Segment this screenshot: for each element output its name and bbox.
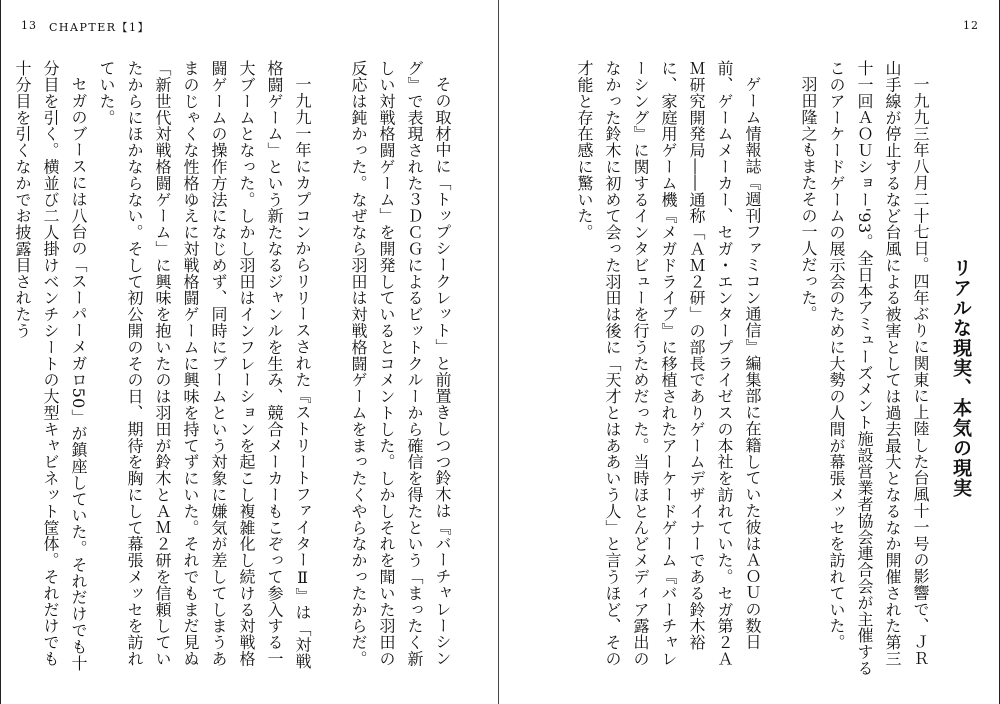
paragraph: セガのブースには八台の「スーパーメガロ50」が鎮座していた。それだけでも十分目を引く。横並び二人掛けベンチシートの大型キャビネット筐体。それだけでも十分目を引くなかでお披露目されたう xyxy=(13,60,88,672)
right-page xyxy=(498,0,1000,704)
left-page xyxy=(0,0,498,704)
paragraph: 一九九三年八月二十七日。四年ぶりに関東に上陸した台風十一号の影響で、ＪＲ山手線が停止するなど台風による被害としては過去最大となるなか開催された第三十一回ＡＯＵショー'93。全日本アミューズメント施設営業者協会連合会が主催するこのアーケードゲームの展示会のために大勢の人間が幕張メッセを訪れていた。 xyxy=(827,60,930,677)
paragraph: その取材中に「トップシークレット」と前置きしつつ鈴木は『バーチャレーシング』で表現された３ＤＣＧによるビットクルーから確信を得たという「まったく新しい対戦格闘ゲーム」を開発しているとコメントした。しかしそれを聞いた羽田の反応は鈍かった。なぜなら羽田は対戦格闘ゲームをまったくやらなかったからだ。 xyxy=(349,60,452,667)
paragraph-break xyxy=(316,60,344,680)
body-text xyxy=(8,60,456,680)
paragraph: 一九九一年にカプコンからリリースされた『ストリートファイターⅡ』は「対戦格闘ゲーム」という新たなるジャンルを生み、競合メーカーもこぞって参入する一大ブームとなった。しかし羽田はインフレーションを起こし複雑化し続ける対戦格闘ゲームの操作方法になじめず、同時にブームという対象に嫌気が差してしまうあまのじゃくな性格ゆえに対戦格闘ゲームに興味を持てずにいた。それでもまだ見ぬ「新世代対戦格闘ゲーム」に興味を抱いたのは羽田が鈴木とＡＭ２研を信頼していたからにほかならない。そして初公開のその日、期待を胸にして幕張メッセを訪れていた。 xyxy=(97,60,312,670)
paragraph: 羽田隆之もまたその一人だった。 xyxy=(799,76,818,322)
page-number: 12 xyxy=(963,19,979,32)
paragraph-break xyxy=(766,60,794,680)
chapter-label: CHAPTER【1】 xyxy=(49,21,151,34)
body-text xyxy=(570,60,934,680)
page-number: 13 xyxy=(21,19,37,32)
section-heading: リアルな現実、本気の現実 xyxy=(950,258,972,498)
paragraph: ゲーム情報誌『週刊ファミコン通信』編集部に在籍していた彼はＡＯＵの数日前、ゲームメーカー、セガ・エンタープライゼスの本社を訪れていた。セガ第２ＡＭ研究開発局――通称「ＡＭ２研」の部長でありゲームデザイナーである鈴木裕に、家庭用ゲーム機『メガドライブ』に移植されたアーケードゲーム『バーチャレーシング』に関するインタビューを行うためだった。当時ほとんどメディア露出のなかった鈴木に初めて会った羽田は後に「天才とはああいう人」と言うほど、その才能と存在感に驚いた。 xyxy=(575,60,762,667)
